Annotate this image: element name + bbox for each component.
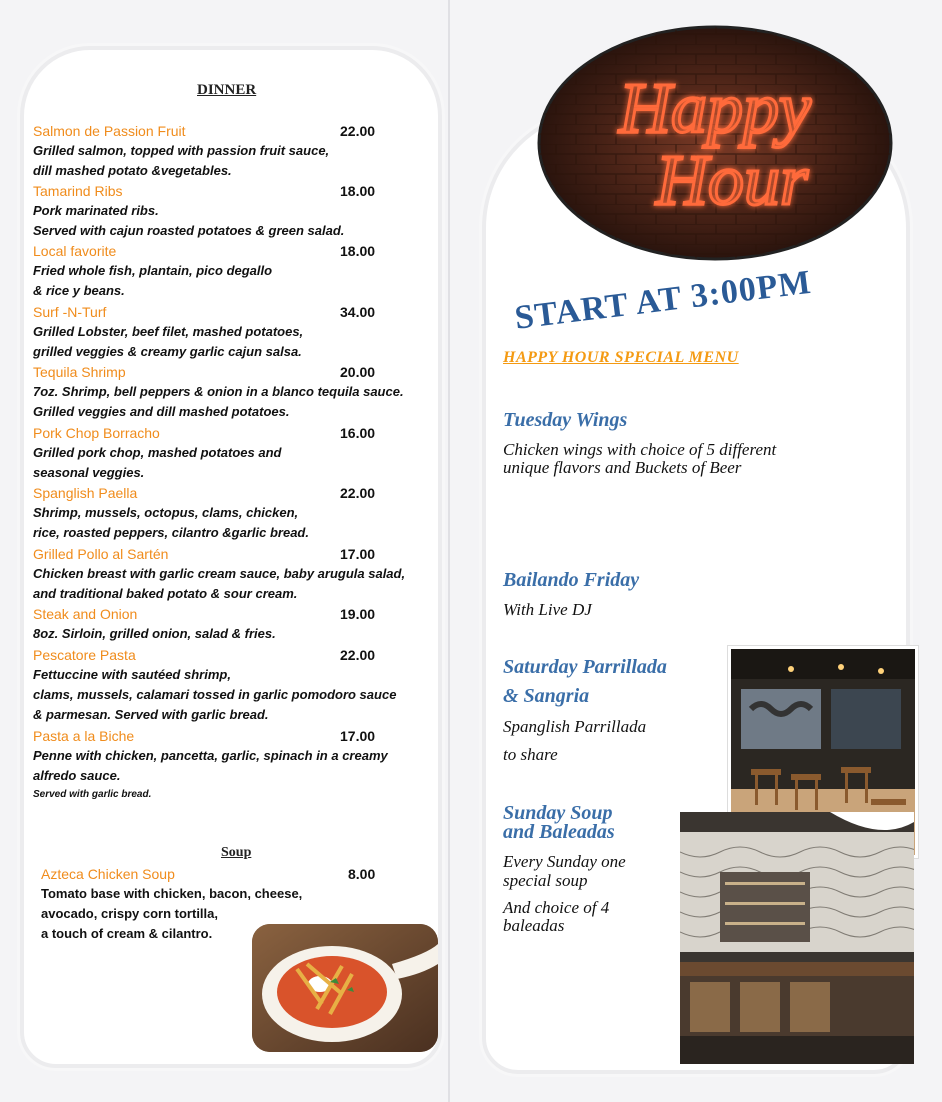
menu-item xyxy=(33,645,433,725)
menu-item xyxy=(33,181,433,241)
menu-item xyxy=(33,241,433,301)
promo-desc: unique flavors and Buckets of Beer xyxy=(503,458,742,477)
menu-item xyxy=(33,362,433,422)
item-desc: 7oz. Shrimp, bell peppers & onion in a blanco tequila sauce. xyxy=(33,384,404,399)
item-desc: Served with cajun roasted potatoes & green salad. xyxy=(33,223,345,238)
promo-title: Bailando Friday xyxy=(503,569,640,591)
promo-title: Saturday Parrillada xyxy=(503,656,667,678)
item-price: 22.00 xyxy=(340,485,376,501)
item-name: Steak and Onion xyxy=(33,606,138,622)
item-price: 8.00 xyxy=(348,866,376,882)
promo-desc: Every Sunday one xyxy=(503,852,626,871)
restaurant-bar-photo xyxy=(680,812,914,1064)
start-time: START AT 3:00PM xyxy=(512,263,814,337)
item-name: Surf -N-Turf xyxy=(33,304,107,320)
item-name: Azteca Chicken Soup xyxy=(41,866,175,882)
promo-desc: special soup xyxy=(503,871,588,890)
promo-desc: And choice of 4 xyxy=(503,898,610,917)
item-desc: Grilled salmon, topped with passion fruit sauce, xyxy=(33,143,330,158)
promo-title: Sunday Soup xyxy=(503,802,613,824)
item-name: Grilled Pollo al Sartén xyxy=(33,546,169,562)
fold-line xyxy=(448,0,450,1102)
soup-heading: Soup xyxy=(221,845,252,860)
item-desc: Tomato base with chicken, bacon, cheese, xyxy=(41,886,303,901)
item-desc: seasonal veggies. xyxy=(33,465,145,480)
item-desc: Shrimp, mussels, octopus, clams, chicken, xyxy=(33,505,299,520)
menu-item xyxy=(33,121,433,181)
item-desc: Pork marinated ribs. xyxy=(33,203,159,218)
item-desc: and traditional baked potato & sour cream. xyxy=(33,586,298,601)
item-price: 19.00 xyxy=(340,606,376,622)
item-price: 34.00 xyxy=(340,304,376,320)
item-desc: clams, mussels, calamari tossed in garlic pomodoro sauce xyxy=(33,687,397,702)
item-price: 16.00 xyxy=(340,425,376,441)
item-price: 22.00 xyxy=(340,647,376,663)
item-desc: dill mashed potato &vegetables. xyxy=(33,163,232,178)
happy-hour-neon-sign xyxy=(536,24,894,262)
item-name: Tamarind Ribs xyxy=(33,183,123,199)
item-desc: Fried whole fish, plantain, pico degallo xyxy=(33,263,273,278)
item-desc: Fettuccine with sautéed shrimp, xyxy=(33,667,231,682)
promo-desc: baleadas xyxy=(503,916,565,935)
promo-desc: Spanglish Parrillada xyxy=(503,717,647,736)
menu-item xyxy=(33,423,433,483)
item-desc: alfredo sauce. xyxy=(33,768,121,783)
dinner-heading: DINNER xyxy=(197,82,257,98)
item-desc: rice, roasted peppers, cilantro &garlic bread. xyxy=(33,525,309,540)
menu-item xyxy=(33,302,433,362)
item-price: 20.00 xyxy=(340,364,376,380)
item-price: 17.00 xyxy=(340,546,376,562)
item-desc: Grilled pork chop, mashed potatoes and xyxy=(33,445,282,460)
item-desc: & rice y beans. xyxy=(33,283,125,298)
menu-item xyxy=(33,604,433,644)
promo-desc: With Live DJ xyxy=(503,600,592,619)
item-name: Pork Chop Borracho xyxy=(33,425,160,441)
menu-item xyxy=(33,544,433,604)
special-menu-heading: HAPPY HOUR SPECIAL MENU xyxy=(503,349,739,366)
item-desc: Grilled Lobster, beef filet, mashed potatoes, xyxy=(33,324,304,339)
menu-item xyxy=(33,483,433,543)
sign-happy-text: Happy xyxy=(619,68,811,148)
item-name: Pescatore Pasta xyxy=(33,647,136,663)
promo-desc: Chicken wings with choice of 5 different xyxy=(503,440,777,459)
promo-title: and Baleadas xyxy=(503,821,615,843)
item-desc: grilled veggies & creamy garlic cajun salsa. xyxy=(33,344,302,359)
promo-title: & Sangria xyxy=(503,685,590,707)
item-name: Salmon de Passion Fruit xyxy=(33,123,186,139)
item-name: Pasta a la Biche xyxy=(33,728,135,744)
item-price: 17.00 xyxy=(340,728,376,744)
item-name: Spanglish Paella xyxy=(33,485,138,501)
item-desc: a touch of cream & cilantro. xyxy=(41,926,213,941)
promo-title: Tuesday Wings xyxy=(503,409,628,431)
item-desc: avocado, crispy corn tortilla, xyxy=(41,906,218,921)
item-desc: & parmesan. Served with garlic bread. xyxy=(33,707,269,722)
item-desc: Chicken breast with garlic cream sauce, baby arugula salad, xyxy=(33,566,406,581)
promo-desc: to share xyxy=(503,745,558,764)
item-name: Local favorite xyxy=(33,243,117,259)
item-name: Tequila Shrimp xyxy=(33,364,126,380)
item-price: 18.00 xyxy=(340,183,376,199)
sign-hour-text: Hour xyxy=(655,140,809,220)
item-desc: 8oz. Sirloin, grilled onion, salad & fries. xyxy=(33,626,276,641)
item-price: 18.00 xyxy=(340,243,376,259)
item-desc: Grilled veggies and dill mashed potatoes. xyxy=(33,404,290,419)
item-desc: Penne with chicken, pancetta, garlic, spinach in a creamy xyxy=(33,748,388,763)
soup-photo xyxy=(252,924,438,1052)
item-price: 22.00 xyxy=(340,123,376,139)
menu-item xyxy=(33,726,433,804)
item-note: Served with garlic bread. xyxy=(33,789,152,800)
